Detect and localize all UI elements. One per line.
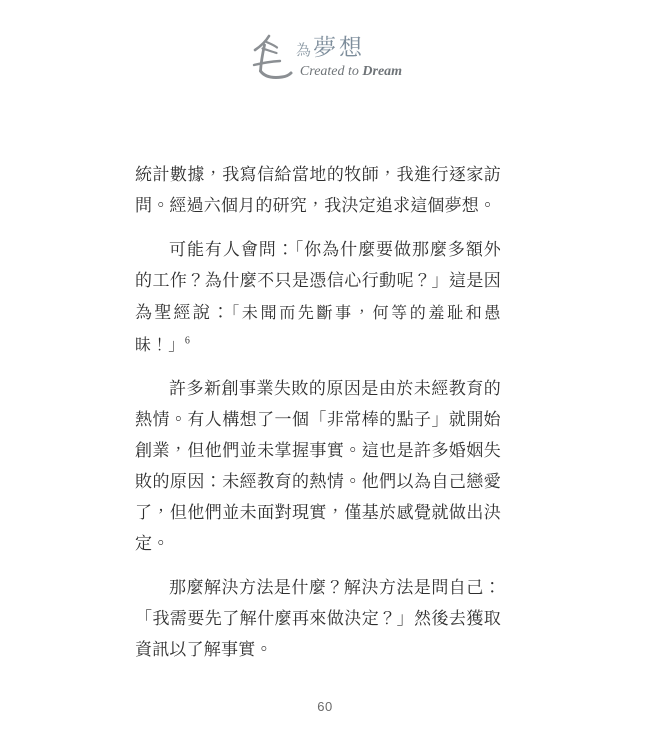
calligraphic-sheng-seal-icon <box>248 32 294 82</box>
paragraph-3: 許多新創事業失敗的原因是由於未經教育的熱情。有人構想了一個「非常棒的點子」就開始創業，但他們並未掌握事實。這也是許多婚姻失敗的原因：未經教育的熱情。他們以為自己戀愛了，但他們並未面對現實，僅基於感覺就做出決定。 <box>135 379 501 554</box>
page-number-folio: 60 <box>317 699 333 714</box>
scripture-quotation: 「未聞而先斷事，何等的羞耻和愚昧！」 <box>135 303 501 354</box>
paragraph-2 <box>135 235 501 361</box>
masthead <box>0 32 650 86</box>
paragraph-1: 統計數據，我寫信給當地的牧師，我進行逐家訪問。經過六個月的研究，我決定追求這個夢想。 <box>135 165 501 216</box>
book-logo <box>248 32 402 86</box>
logo-wordmark <box>296 32 402 80</box>
logo-chinese-particle: 為 <box>295 41 313 59</box>
footnote-reference-marker: 6 <box>184 335 191 347</box>
logo-chinese-main: 夢想 <box>312 35 365 61</box>
logo-english-tagline <box>300 64 402 80</box>
logo-chinese-title <box>296 36 365 63</box>
paragraph-4: 那麼解決方法是什麼？解決方法是問自己：「我需要先了解什麼再來做決定？」然後去獲取資訊以了解事實。 <box>135 578 501 660</box>
logo-english-prefix: Created to <box>299 64 363 79</box>
paragraph-2-lead-text: 可能有人會問：「你為什麼要做那麼多額外的工作？為什麼不只是憑信心行動呢？」這是因為聖經說： <box>135 240 501 323</box>
page-body-text <box>135 160 501 679</box>
logo-english-emphasis: Dream <box>362 64 403 79</box>
